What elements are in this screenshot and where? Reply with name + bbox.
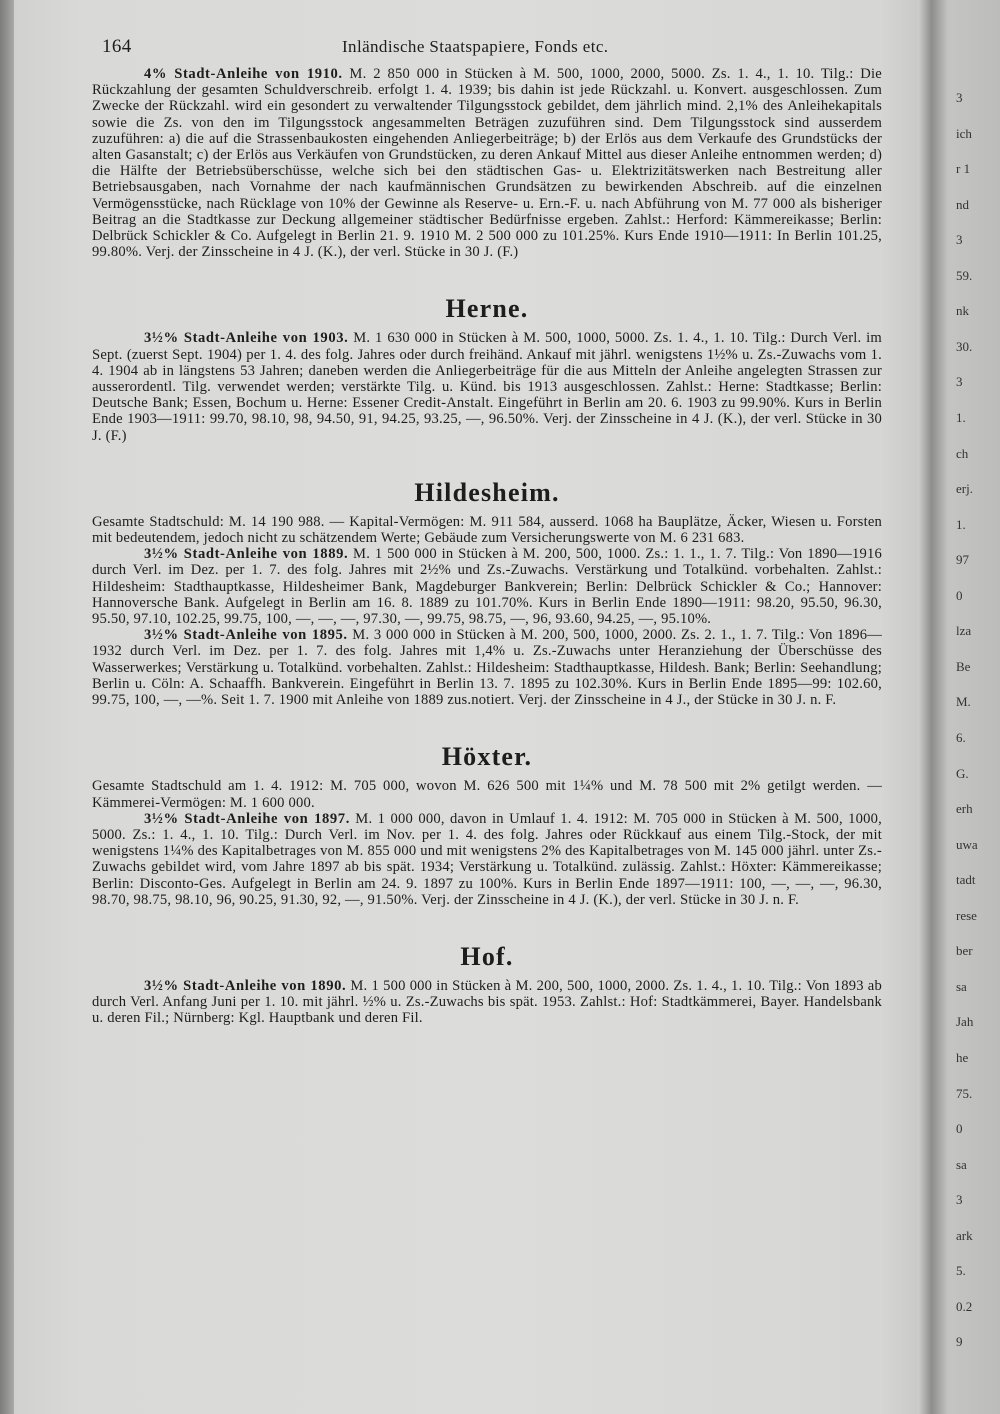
city-heading: Herne. <box>445 294 529 324</box>
facing-page-fragment: 97 <box>956 552 969 567</box>
bond-text: M. 3 000 000 in Stücken à M. 200, 500, 1000, 2000. Zs. 2. 1., 1. 7. Tilg.: Von 1896—1932 durch Verl. im Dez. per 1. 7. des folg. Jahres mit 1,4% u. Zs.-Zuwachs unter Heranziehung der Überschüsse des Wasserwerkes; Verstärkung u. Totalkünd. vorbehalten. Zahlst.: Hildesheim: Stadthauptkasse, Hildesh. Bank; Berlin: Seehandlung; Berlin u. Cöln: A. Schaaffh. Bankverein. Eingeführt in Berlin 13. 7. 1895 zu 102.30%. Kurs in Berlin Ende 1895—99: 102.60, 99.75, 100, —, —%. Seit 1. 7. 1900 mit Anleihe von 1889 zus.notiert. Verj. der Zinsscheine in 4 J., der Stücke in 30 J. n. F. <box>92 627 882 709</box>
facing-page-fragment: r 1 <box>956 161 971 176</box>
city-heading: Hildesheim. <box>414 477 560 507</box>
page-number: 164 <box>102 36 132 57</box>
bond-title: 3½% Stadt-Anleihe von 1897. <box>144 810 350 827</box>
bond-title: 3½% Stadt-Anleihe von 1890. <box>144 977 347 994</box>
facing-page-fragment: 1. <box>956 517 966 532</box>
facing-page-fragment: Be <box>956 659 971 674</box>
facing-page-fragment: 3 <box>956 232 963 247</box>
facing-page-fragment: sa <box>956 1157 967 1172</box>
facing-page-fragment: tadt <box>956 872 976 887</box>
bond-text: M. 1 500 000 in Stücken à M. 200, 500, 1000, 2000. Zs. 1. 4., 1. 10. Tilg.: Von 1893 ab durch Verl. Anfang Juni per 1. 10. mit jährl. ½% u. Zs.-Zuwachs bis spät. 1953. Zahlst.: Hof: Stadtkämmerei, Bayer. Handelsbank u. deren Fil.; Nürnberg: Kgl. Hauptbank und deren Fil. <box>92 977 882 1027</box>
bond-entry <box>92 546 882 627</box>
bond-title: 3½% Stadt-Anleihe von 1889. <box>144 546 349 563</box>
city-summary: Gesamte Stadtschuld: M. 14 190 988. — Kapital-Vermögen: M. 911 584, ausserd. 1068 ha Bauplätze, Äcker, Wiesen u. Forsten mit bedeutendem, jedoch nicht zu schätzendem Werte; Gebäude zum Versicherungswerte von M. 6 231 683. <box>92 513 882 547</box>
facing-page-fragment: lza <box>956 623 972 638</box>
page-header <box>92 36 882 66</box>
facing-page-fragment: 75. <box>956 1086 973 1101</box>
facing-page-fragments <box>952 90 1000 1390</box>
facing-page-fragment: 3 <box>956 1192 963 1207</box>
facing-page-fragment: uwa <box>956 837 978 852</box>
facing-page-fragment: 0.2 <box>956 1299 973 1314</box>
facing-page-fragment: ark <box>956 1228 973 1243</box>
bond-entry <box>92 66 882 260</box>
facing-page-fragment: 1. <box>956 410 966 425</box>
page-fold-shadow <box>918 0 948 1414</box>
facing-page-fragment: ich <box>956 126 972 141</box>
running-head: Inländische Staatspapiere, Fonds etc. <box>342 37 609 56</box>
facing-page-fragment: nk <box>956 303 969 318</box>
bond-text: M. 1 500 000 in Stücken à M. 200, 500, 1000. Zs.: 1. 1., 1. 7. Tilg.: Von 1890—1916 durch Verl. im Dez. per 1. 7. des folg. Jahres mit 2½% und Zs.-Zuwachs. Verstärkung und Totalkünd. vorbehalten. Zahlst.: Hildesheim: Stadthauptkasse, Hildesheimer Bank, Magdeburger Bankverein; Berlin: Delbrück Schickler & Co.; Hannover: Hannoversche Bank. Aufgelegt in Berlin am 16. 8. 1889 zu 101.70%. Kurs in Berlin Ende 1890—1911: 98.20, 95.50, 96.30, 95.50, 97.10, 102.25, 99.75, 100, —, —, —, 97.30, —, 99.75, 98.75, —, 96, 93.60, 94.25, —, 95.10%. <box>92 546 882 628</box>
city-heading: Höxter. <box>441 742 533 772</box>
bond-text: M. 1 000 000, davon in Umlauf 1. 4. 1912: M. 705 000 in Stücken à M. 500, 1000, 5000. Zs.: 1. 4., 1. 10. Tilg.: Durch Verl. im Nov. per 1. 4. des folg. Jahres oder Rückkauf aus einem Tilg.-Stock, der mit wenigstens 1¼% des Kapitalbetrages von M. 855 000 und mit wenigstens 2% des Kapitalbetrages von M. 145 000 jährl. unter Zs.-Zuwachs gebildet wird, vom Jahre 1897 ab bis spät. 1934; Verstärkung u. Totalkünd. zulässig. Zahlst.: Höxter: Kämmereikasse; Berlin: Disconto-Ges. Aufgelegt in Berlin am 24. 9. 1897 zu 100%. Kurs in Berlin Ende 1897—1911: 100, —, —, —, 96.30, 98.70, 98.75, 98.10, 96, 90.25, 91.30, 92, —, 91.50%. Verj. der Zinsscheine in 4 J. (K.), der verl. Stücke in 30 J. n. F. <box>92 810 882 908</box>
bond-text: M. 1 630 000 in Stücken à M. 500, 1000, 5000. Zs. 1. 4., 1. 10. Tilg.: Durch Verl. im Sept. (zuerst Sept. 1904) per 1. 4. des folg. Jahres oder durch freihänd. Ankauf mit jährl. wenigstens 1½% u. Zs.-Zuwachs vom 1. 4. 1904 ab in längstens 53 Jahren; daneben werden die Anliegerbeiträge für die aus Mitteln der Anleihe angelegten Strassen zur ausserordentl. Tilg. verwendet werden; verstärkte Tilg. u. Künd. bis 1913 ausgeschlossen. Zahlst.: Herne: Stadtkasse; Berlin: Deutsche Bank; Essen, Bochum u. Herne: Essener Credit-Anstalt. Eingeführt in Berlin am 20. 6. 1903 zu 99.90%. Kurs in Berlin Ende 1903—1911: 99.70, 98.10, 98, 94.50, 91, 94.25, 93.25, —, 96.50%. Verj. der Zinsscheine in 4 J. (K.), der verl. Stücke in 30 J. (F.) <box>92 330 882 444</box>
city-summary: Gesamte Stadtschuld am 1. 4. 1912: M. 705 000, wovon M. 626 500 mit 1¼% und M. 78 500 mit 2% getilgt werden. — Kämmerei-Vermögen: M. 1 600 000. <box>92 778 882 811</box>
bond-text: M. 2 850 000 in Stücken à M. 500, 1000, 2000, 5000. Zs. 1. 4., 1. 10. Tilg.: Die Rückzahlung der gesamten Schuldverschreib. erfolgt 1. 4. 1939; bis dahin ist jede Rückzahl. u. Konvert. ausgeschlossen. Zum Zwecke der Rückzahl. wird ein gesondert zu verwaltender Tilgungsstock gebildet, dem jährlich mind. 2,1% des Anleihekapitals sowie die Zs. von den im Tilgungsstock angesammelten Beträgen zuzuführen sind. Dem Tilgungsstock sind ausserdem zuzuführen: a) die auf die Strassenbaukosten eingehenden Anliegerbeiträge; b) der Erlös aus dem Verkaufe des Grundstücks der alten Gasanstalt; c) der Erlös aus Verkäufen von Grundstücken, zu deren Ankauf Mittel aus dieser Anleihe entnommen werden; d) die Hälfte der Betriebsüberschüsse, welche sich bei den städtischen Gas- u. Elektrizitätswerken nach Bestreitung aller Betriebsausgaben, nach Vornahme der nach kaufmännischen Grundsätzen zu bewirkenden Abschreib. auf die einzelnen Vermögensstücke, nach Rücklage von 10% der Gewinne als Reserve- u. Ern.-F. u. nach Abführung von M. 77 000 als bisheriger Beitrag an die Stadtkasse zur Deckung allgemeiner städtischer Bedürfnisse ergeben. Zahlst.: Herford: Kämmereikasse; Berlin: Delbrück Schickler & Co. Aufgelegt in Berlin 21. 9. 1910 M. 2 500 000 zu 101.25%. Kurs Ende 1910—1911: In Berlin 101.25, 99.80%. Verj. der Zinsscheine in 4 J. (K.), der verl. Stücke in 30 J. (F.) <box>92 66 882 261</box>
facing-page-fragment: 3 <box>956 90 963 105</box>
facing-page-fragment: 9 <box>956 1334 963 1349</box>
facing-page-fragment: rese <box>956 908 977 923</box>
facing-page-fragment: 3 <box>956 374 963 389</box>
facing-page-fragment: erh <box>956 801 973 816</box>
bond-title: 3½% Stadt-Anleihe von 1903. <box>144 330 349 347</box>
bond-title: 3½% Stadt-Anleihe von 1895. <box>144 627 348 644</box>
facing-page-fragment: 59. <box>956 268 973 283</box>
facing-page-fragment: sa <box>956 979 967 994</box>
binding-gutter <box>0 0 14 1414</box>
facing-page-fragment: he <box>956 1050 969 1065</box>
section-hoexter <box>92 742 882 908</box>
facing-page-fragment: ch <box>956 446 969 461</box>
facing-page-fragment: erj. <box>956 481 973 496</box>
bond-entry <box>92 811 882 908</box>
bond-entry <box>92 978 882 1027</box>
text-column <box>92 36 882 1406</box>
facing-page-fragment: ber <box>956 943 973 958</box>
section-herford-continuation <box>92 66 882 260</box>
facing-page-fragment: Jah <box>956 1014 974 1029</box>
section-herne <box>92 294 882 443</box>
city-heading: Hof. <box>460 941 514 971</box>
facing-page-fragment: 6. <box>956 730 966 745</box>
section-hof <box>92 942 882 1027</box>
bond-entry <box>92 627 882 708</box>
facing-page-fragment: 30. <box>956 339 973 354</box>
facing-page-fragment: 0 <box>956 588 963 603</box>
facing-page-fragment: M. <box>956 694 971 709</box>
facing-page-fragment: 5. <box>956 1263 966 1278</box>
bond-title: 4% Stadt-Anleihe von 1910. <box>144 66 343 82</box>
facing-page-fragment: 0 <box>956 1121 963 1136</box>
facing-page-fragment: nd <box>956 197 969 212</box>
bond-entry <box>92 330 882 443</box>
section-hildesheim <box>92 478 882 708</box>
facing-page-fragment: G. <box>956 766 969 781</box>
